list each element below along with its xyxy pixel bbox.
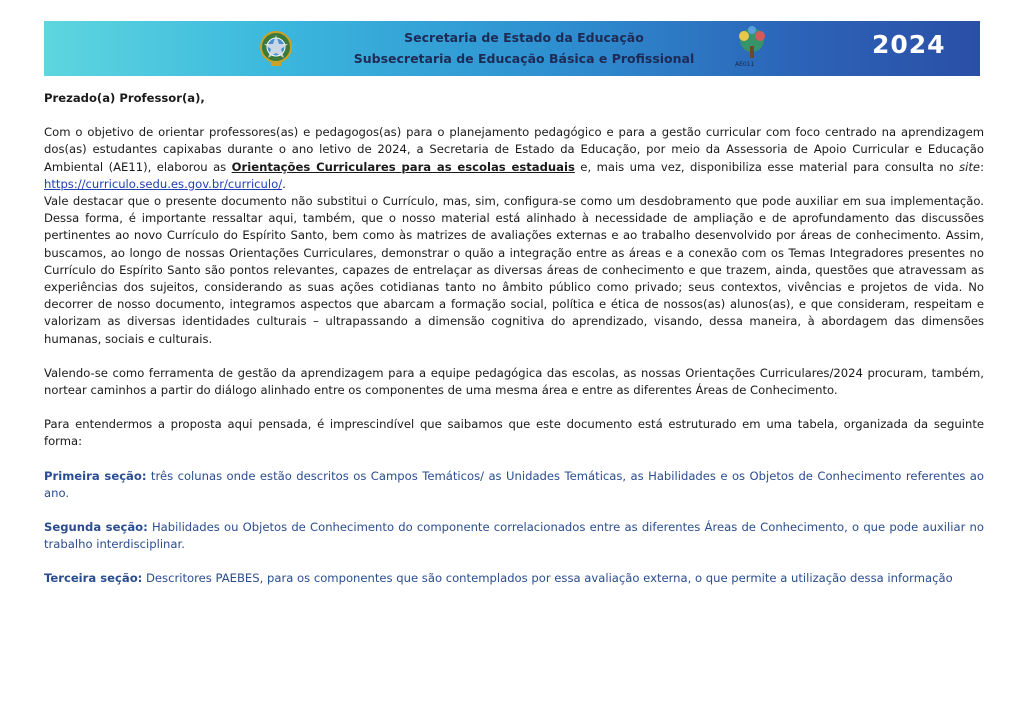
paragraph-intro: [44, 124, 984, 193]
logo-caption: AE011: [735, 61, 755, 68]
greeting: Prezado(a) Professor(a),: [44, 91, 205, 105]
site-word: site: [959, 159, 981, 174]
header-year: 2024: [872, 30, 946, 59]
header-title-line1: Secretaria de Estado da Educação: [404, 30, 644, 45]
state-coat-of-arms-icon: [257, 27, 295, 69]
section-1: [44, 468, 984, 502]
section-2-text: Habilidades ou Objetos de Conhecimento do componente correlacionados entre as diferentes Áreas de Conhecimento, o que pode auxiliar no trabalho interdisciplinar.: [44, 520, 984, 552]
document-body: [44, 90, 984, 588]
colon: :: [980, 159, 984, 174]
paragraph-2: Vale destacar que o presente documento não substitui o Currículo, mas, sim, configura-se como um desdobramento que pode auxiliar em sua implementação. Dessa forma, é importante ressaltar aqui, também, que o nosso material está alinhado à necessidade de ampliação e de aprofundamento das discussões pertinentes ao novo Currículo do Espírito Santo, bem como às matrizes de avaliações externas e ao trabalho desenvolvido por áreas de conhecimento. Assim, buscamos, ao longo de nossas Orientações Curriculares, demonstrar o quão a integração entre as áreas e a conexão com os Temas Integradores presentes no Currículo do Espírito Santo são pontos relevantes, capazes de entrelaçar as diversas áreas de conhecimento e que trazem, ainda, questões que atravessam as experiências dos sujeitos, considerando as suas ações cotidianas tanto no âmbito público como privado; seus contextos, vivências e projetos de vida. No decorrer de nosso documento, integramos aspectos que abarcam a formação social, política e ética de nossos(as) alunos(as), e que consideram, respeitam e valorizam as diversas identidades culturais – ultrapassando a dimensão cognitiva do aprendizado, visando, dessa maneira, à abordagem das dimensões humanas, sociais e culturais.: [44, 194, 984, 346]
section-1-title: Primeira seção:: [44, 468, 147, 483]
section-2: [44, 519, 984, 553]
section-1-text: três colunas onde estão descritos os Campos Temáticos/ as Unidades Temáticas, as Habilidades e os Objetos de Conhecimento referentes ao ano.: [44, 468, 985, 500]
header-banner: [44, 21, 980, 76]
intro-text: Com o objetivo de orientar professores(as) e pedagogos(as) para o planejamento pedagógico e para a gestão curricular com foco centrado na aprendizagem dos(as) estudantes capixabas durante o ano letivo de 2024, a Secretaria de Estado da Educação, por meio da Assessoria de Apoio Curricular e Educação Ambiental (AE11), elaborou as: [44, 125, 984, 174]
header-titles: [344, 27, 704, 69]
curriculo-link[interactable]: https://curriculo.sedu.es.gov.br/curriculo/: [44, 176, 283, 191]
paragraph-3: Valendo-se como ferramenta de gestão da aprendizagem para a equipe pedagógica das escolas, as nossas Orientações Curriculares/2024 procuram, também, nortear caminhos a partir do diálogo alinhado entre os componentes de uma mesma área e entre as diferentes Áreas de Conhecimento.: [44, 365, 984, 398]
paragraph-4: Para entendermos a proposta aqui pensada, é imprescindível que saibamos que este documento está estruturado em uma tabela, organizada da seguinte forma:: [44, 417, 984, 449]
header-title-line2: Subsecretaria de Educação Básica e Profissional: [353, 51, 695, 66]
highlighted-title: Orientações Curriculares para as escolas estaduais: [231, 159, 575, 174]
section-3: [44, 570, 984, 587]
intro-end: .: [282, 176, 286, 191]
section-3-title: Terceira seção:: [44, 571, 143, 586]
section-3-text: Descritores PAEBES, para os componentes que são contemplados por essa avaliação externa, o que permite a utilização dessa informação: [142, 571, 953, 586]
section-2-title: Segunda seção:: [44, 520, 148, 535]
intro-text-middle: e, mais uma vez, disponibiliza esse material para consulta no: [574, 159, 960, 174]
